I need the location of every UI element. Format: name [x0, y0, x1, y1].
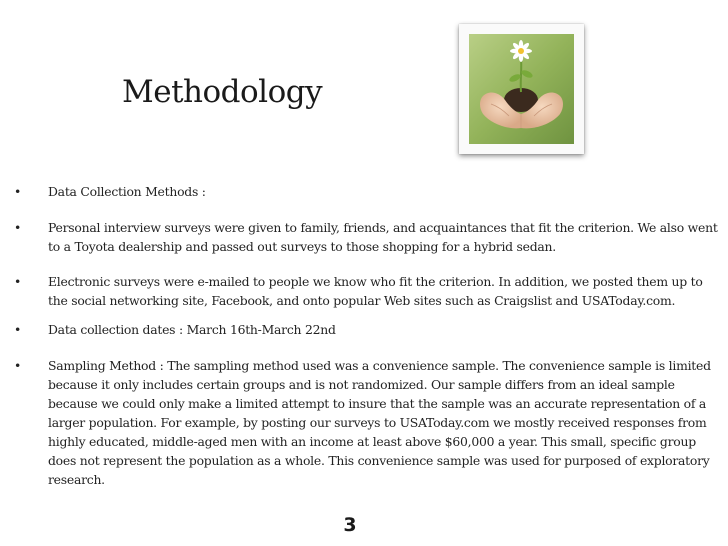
list-item	[14, 320, 724, 339]
list-item	[14, 272, 724, 310]
seedling-in-hands-photo	[469, 34, 574, 144]
bullet-dot-icon: •	[14, 220, 22, 235]
bullet-dot-icon: •	[14, 184, 22, 199]
bullet-text: Sampling Method : The sampling method used was a convenience sample. The convenience sample is limited because it only includes certain groups and is not randomized. Our sample differs from an ideal sample because we could only make a limited attempt to insure that the sample was an accurate representation of a larger population. For example, by posting our surveys to USAToday.com we mostly received responses from highly educated, middle-aged men with an income at least above $60,000 a year. This small, specific group does not represent the population as a whole. This convenience sample was used for purposed of exploratory research.	[48, 358, 711, 487]
bullet-text: Electronic surveys were e-mailed to people we know who fit the criterion. In addition, we posted them up to the social networking site, Facebook, and onto popular Web sites such as Craigslist and USAToday.com.	[48, 274, 703, 308]
slide-title: Methodology	[122, 74, 323, 110]
page-number: 3	[343, 514, 357, 536]
list-item	[14, 218, 724, 256]
bullet-text: Personal interview surveys were given to family, friends, and acquaintances that fit the criterion. We also went to a Toyota dealership and passed out surveys to those shopping for a hybrid sedan.	[48, 220, 718, 254]
list-item	[14, 356, 724, 489]
bullet-dot-icon: •	[14, 274, 22, 289]
list-item	[14, 182, 724, 201]
bullet-dot-icon: •	[14, 322, 22, 337]
bullet-text: Data Collection Methods :	[48, 184, 206, 199]
bullet-text: Data collection dates : March 16th-March 22nd	[48, 322, 336, 337]
bullet-dot-icon: •	[14, 358, 22, 373]
photo-frame	[459, 24, 584, 154]
